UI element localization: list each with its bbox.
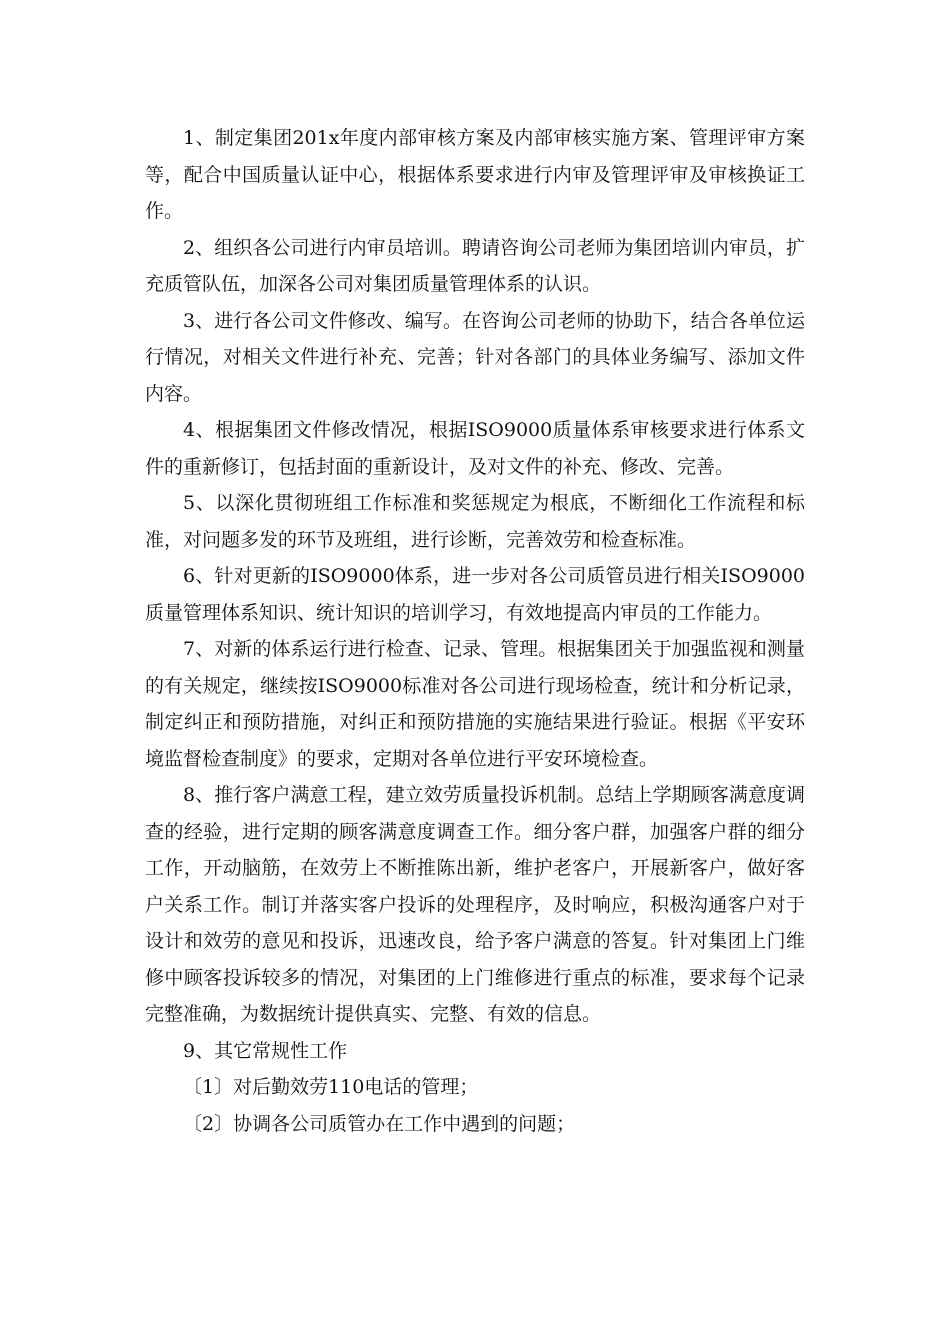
paragraph-4: 4、根据集团文件修改情况，根据ISO9000质量体系审核要求进行体系文件的重新修订，包括封面的重新设计，及对文件的补充、修改、完善。 — [145, 419, 805, 478]
paragraph-2: 2、组织各公司进行内审员培训。聘请咨询公司老师为集团培训内审员，扩充质管队伍，加深各公司对集团质量管理体系的认识。 — [145, 236, 805, 295]
sub-item-1: 〔1〕对后勤效劳110电话的管理； — [183, 1076, 479, 1098]
paragraph-7: 7、对新的体系运行进行检查、记录、管理。根据集团关于加强监视和测量的有关规定，继续按ISO9000标准对各公司进行现场检查，统计和分析记录，制定纠正和预防措施，对纠正和预防措施的实施结果进行验证。根据《平安环境监督检查制度》的要求，定期对各单位进行平安环境检查。 — [145, 638, 805, 770]
paragraph-9: 9、其它常规性工作 — [183, 1039, 348, 1062]
sub-item-2: 〔2〕协调各公司质管办在工作中遇到的问题； — [183, 1112, 576, 1135]
paragraph-3: 3、进行各公司文件修改、编写。在咨询公司老师的协助下，结合各单位运行情况，对相关文件进行补充、完善；针对各部门的具体业务编写、添加文件内容。 — [145, 309, 805, 405]
paragraph-8: 8、推行客户满意工程，建立效劳质量投诉机制。总结上学期顾客满意度调查的经验，进行定期的顾客满意度调查工作。细分客户群，加强客户群的细分工作，开动脑筋，在效劳上不断推陈出新，维护老客户，开展新客户，做好客户关系工作。制订并落实客户投诉的处理程序，及时响应，积极沟通客户对于设计和效劳的意见和投诉，迅速改良，给予客户满意的答复。针对集团上门维修中顾客投诉较多的情况，对集团的上门维修进行重点的标准，要求每个记录完整准确，为数据统计提供真实、完整、有效的信息。 — [145, 784, 805, 1025]
paragraph-5: 5、以深化贯彻班组工作标准和奖惩规定为根底，不断细化工作流程和标准，对问题多发的环节及班组，进行诊断，完善效劳和检查标准。 — [145, 492, 805, 551]
paragraph-6: 6、针对更新的ISO9000体系，进一步对各公司质管员进行相关ISO9000质量管理体系知识、统计知识的培训学习，有效地提高内审员的工作能力。 — [145, 565, 805, 624]
paragraph-1: 1、制定集团201x年度内部审核方案及内部审核实施方案、管理评审方案等，配合中国质量认证中心，根据体系要求进行内审及管理评审及审核换证工作。 — [145, 127, 805, 222]
document-body — [145, 120, 805, 1142]
